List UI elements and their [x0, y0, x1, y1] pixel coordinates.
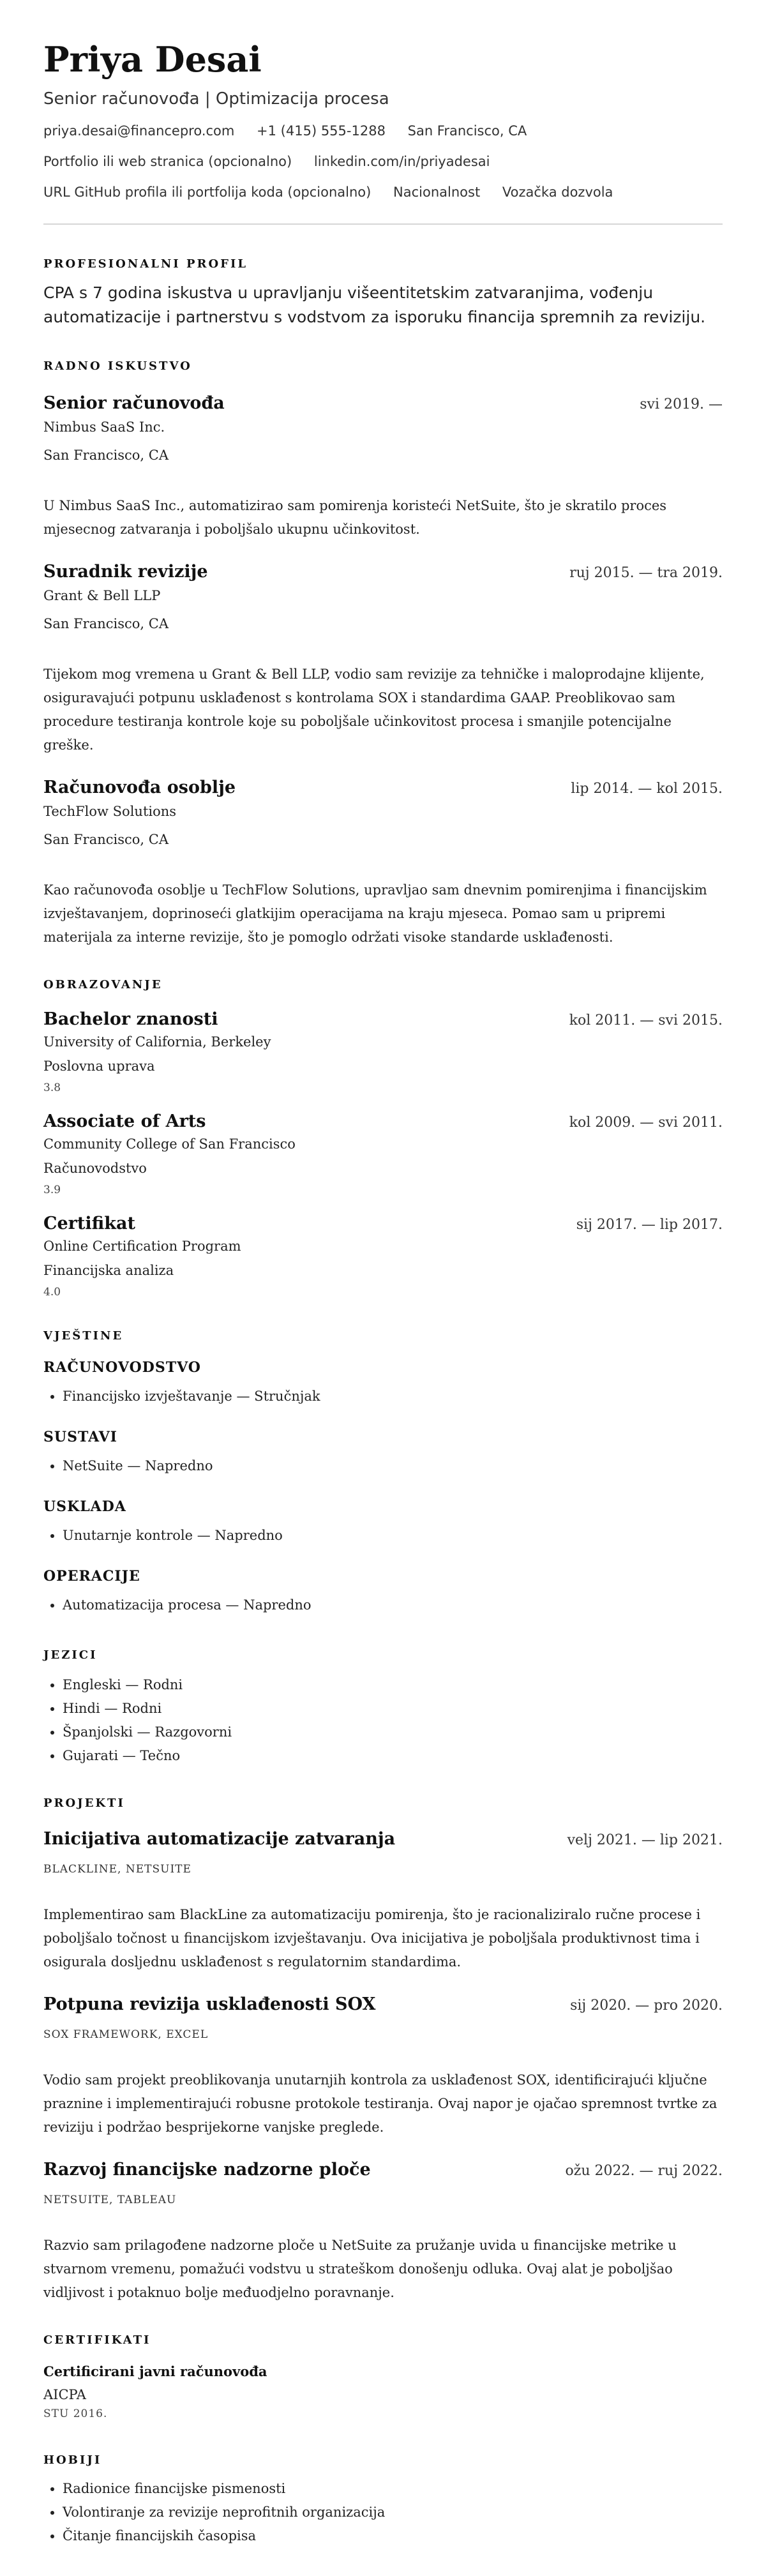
project-entry — [43, 2158, 723, 2305]
section-title-certificates: CERTIFIKATI — [43, 2333, 151, 2347]
education-entry — [43, 1110, 723, 1198]
experience-date: lip 2014. — kol 2015. — [571, 781, 723, 797]
hobbies-section — [43, 2453, 723, 2548]
hobby-item: • Volontiranje za revizije neprofitnih organizacija — [63, 2501, 723, 2524]
experience-date: svi 2019. — — [640, 396, 723, 412]
header-divider — [43, 223, 723, 225]
skill-item: • Financijsko izvještavanje — Stručnjak — [63, 1385, 723, 1408]
project-date: sij 2020. — pro 2020. — [570, 1998, 723, 2014]
project-entry — [43, 1993, 723, 2139]
contact-nationality: Nacionalnost — [393, 185, 481, 200]
project-tech: BLACKLINE, NETSUITE — [43, 1863, 192, 1876]
language-item: • Španjolski — Razgovorni — [63, 1721, 723, 1744]
candidate-name: Priya Desai — [43, 39, 262, 80]
hobby-item: • Čitanje financijskih časopisa — [63, 2524, 723, 2548]
section-title-education: OBRAZOVANJE — [43, 978, 163, 991]
project-name: Razvoj financijske nadzorne ploče — [43, 2160, 371, 2180]
education-degree: Certifikat — [43, 1214, 135, 1233]
education-date: kol 2009. — svi 2011. — [569, 1115, 723, 1131]
education-degree: Associate of Arts — [43, 1111, 206, 1131]
language-item: • Engleski — Rodni — [63, 1673, 723, 1697]
hobby-list — [43, 2477, 723, 2548]
experience-role: Senior računovođa — [43, 393, 225, 413]
certificate-entry — [43, 2362, 723, 2422]
skill-item: • Automatizacija procesa — Napredno — [63, 1593, 723, 1617]
skill-list — [43, 1593, 723, 1617]
contact-email[interactable]: priya.desai@financepro.com — [43, 123, 235, 139]
skill-group — [43, 1497, 723, 1548]
education-entry — [43, 1008, 723, 1096]
education-date: sij 2017. — lip 2017. — [576, 1217, 723, 1233]
project-tech: NETSUITE, TABLEAU — [43, 2194, 177, 2206]
education-grade: 3.8 — [43, 1081, 61, 1094]
project-date: velj 2021. — lip 2021. — [567, 1832, 723, 1848]
certificate-date: STU 2016. — [43, 2407, 108, 2420]
project-tech: SOX FRAMEWORK, EXCEL — [43, 2028, 209, 2041]
contact-portfolio[interactable]: Portfolio ili web stranica (opcionalno) — [43, 154, 292, 169]
contact-location: San Francisco, CA — [407, 123, 527, 139]
profile-summary: CPA s 7 godina iskustva u upravljanju višeentitetskim zatvaranjima, vođenju automatizacije i partnerstvu s vodstvom za isporuku financija spremnih za reviziju. — [43, 283, 706, 326]
skill-group — [43, 1358, 723, 1408]
experience-description: U Nimbus SaaS Inc., automatizirao sam pomirenja koristeći NetSuite, što je skratilo proces mjesecnog zatvaranja i poboljšalo ukupnu učinkovitost. — [43, 498, 667, 537]
project-description: Vodio sam projekt preoblikovanja unutarnjih kontrola za usklađenost SOX, identificirajući ključne praznine i implementirajući robusne protokole testiranja. Ovaj napor je ojačao spremnost tvrtke za reviziju i podržao besprijekorne vanjske preglede. — [43, 2072, 717, 2135]
language-item: • Gujarati — Tečno — [63, 1744, 723, 1768]
experience-date: ruj 2015. — tra 2019. — [569, 565, 723, 581]
contact-row-extra — [43, 183, 723, 202]
experience-company: Grant & Bell LLP — [43, 588, 161, 603]
education-school: University of California, Berkeley — [43, 1034, 271, 1050]
languages-section — [43, 1648, 723, 1768]
experience-entry — [43, 392, 723, 541]
education-school: Online Certification Program — [43, 1239, 241, 1254]
section-title-projects: PROJEKTI — [43, 1796, 125, 1810]
certificate-issuer: AICPA — [43, 2387, 86, 2402]
language-list — [43, 1673, 723, 1768]
project-description: Implementirao sam BlackLine za automatizaciju pomirenja, što je racionaliziralo ručne procese i poboljšalo točnost u financijskom izvještavanju. Ova inicijativa je poboljšala produktivnost tima i osigurala dosljednu usklađenost s regulatornim standardima. — [43, 1907, 701, 1970]
contact-phone[interactable]: +1 (415) 555-1288 — [257, 123, 386, 139]
language-item: • Hindi — Rodni — [63, 1697, 723, 1721]
section-title-profile: PROFESIONALNI PROFIL — [43, 257, 248, 271]
education-entry — [43, 1212, 723, 1300]
contact-row-links — [43, 152, 723, 171]
experience-role: Računovođa osoblje — [43, 778, 236, 797]
experience-company: TechFlow Solutions — [43, 804, 177, 819]
certificate-name: Certificirani javni računovođa — [43, 2363, 267, 2379]
contact-github[interactable]: URL GitHub profila ili portfolija koda (opcionalno) — [43, 185, 372, 200]
education-section — [43, 977, 723, 1300]
experience-description: Kao računovođa osoblje u TechFlow Solutions, upravljao sam dnevnim pomirenjima i financijskim izvještavanjem, doprinoseći glatkijim operacijama na kraju mjeseca. Pomao sam u pripremi materijala za interne revizije, što je pomoglo održati visoke standarde usklađenosti. — [43, 882, 707, 945]
experience-location: San Francisco, CA — [43, 616, 169, 631]
education-field: Financijska analiza — [43, 1263, 174, 1278]
experience-location: San Francisco, CA — [43, 832, 169, 847]
section-title-languages: JEZICI — [43, 1648, 98, 1662]
certificates-section — [43, 2333, 723, 2422]
skill-group — [43, 1427, 723, 1478]
project-entry — [43, 1828, 723, 1974]
experience-company: Nimbus SaaS Inc. — [43, 419, 165, 435]
contact-license: Vozačka dozvola — [502, 185, 613, 200]
skills-section — [43, 1329, 723, 1617]
profile-section — [43, 257, 723, 329]
experience-section — [43, 359, 723, 949]
experience-entry — [43, 561, 723, 757]
hobby-item: • Radionice financijske pismenosti — [63, 2477, 723, 2501]
education-field: Računovodstvo — [43, 1161, 147, 1176]
contact-linkedin[interactable]: linkedin.com/in/priyadesai — [313, 154, 490, 169]
section-title-skills: VJEŠTINE — [43, 1329, 124, 1343]
project-name: Potpuna revizija usklađenosti SOX — [43, 1994, 376, 2014]
skill-group — [43, 1567, 723, 1617]
skill-item: • Unutarnje kontrole — Napredno — [63, 1524, 723, 1548]
resume-header — [43, 37, 723, 225]
education-field: Poslovna uprava — [43, 1058, 155, 1074]
project-date: ožu 2022. — ruj 2022. — [565, 2163, 723, 2179]
experience-location: San Francisco, CA — [43, 448, 169, 463]
education-degree: Bachelor znanosti — [43, 1009, 218, 1029]
education-grade: 4.0 — [43, 1286, 61, 1299]
skill-group-title: USKLADA — [43, 1498, 126, 1515]
skill-item: • NetSuite — Napredno — [63, 1454, 723, 1478]
project-description: Razvio sam prilagođene nadzorne ploče u NetSuite za pružanje uvida u financijske metrike u stvarnom vremenu, pomažući vodstvu u strateškom donošenju odluka. Ovaj alat je poboljšao vidljivost i potaknuo bolje međuodjelno poravnanje. — [43, 2238, 677, 2300]
experience-role: Suradnik revizije — [43, 562, 208, 582]
candidate-headline: Senior računovođa | Optimizacija procesa — [43, 89, 389, 109]
skill-group-title: SUSTAVI — [43, 1429, 117, 1445]
skill-list — [43, 1385, 723, 1408]
skill-group-title: OPERACIJE — [43, 1568, 140, 1585]
education-grade: 3.9 — [43, 1184, 61, 1196]
projects-section — [43, 1796, 723, 2305]
education-school: Community College of San Francisco — [43, 1136, 296, 1152]
skill-list — [43, 1524, 723, 1548]
contact-row-primary — [43, 121, 723, 140]
project-name: Inicijativa automatizacije zatvaranja — [43, 1829, 396, 1849]
skill-list — [43, 1454, 723, 1478]
section-title-experience: RADNO ISKUSTVO — [43, 359, 192, 373]
experience-description: Tijekom mog vremena u Grant & Bell LLP, vodio sam revizije za tehničke i maloprodajne klijente, osiguravajući potpunu usklađenost s kontrolama SOX i standardima GAAP. Preoblikovao sam procedure testiranja kontrole koje su poboljšale učinkovitost procesa i smanjile potencijalne greške. — [43, 667, 705, 753]
skill-group-title: RAČUNOVODSTVO — [43, 1359, 201, 1376]
experience-entry — [43, 776, 723, 949]
section-title-hobbies: HOBIJI — [43, 2453, 102, 2467]
education-date: kol 2011. — svi 2015. — [569, 1013, 723, 1028]
